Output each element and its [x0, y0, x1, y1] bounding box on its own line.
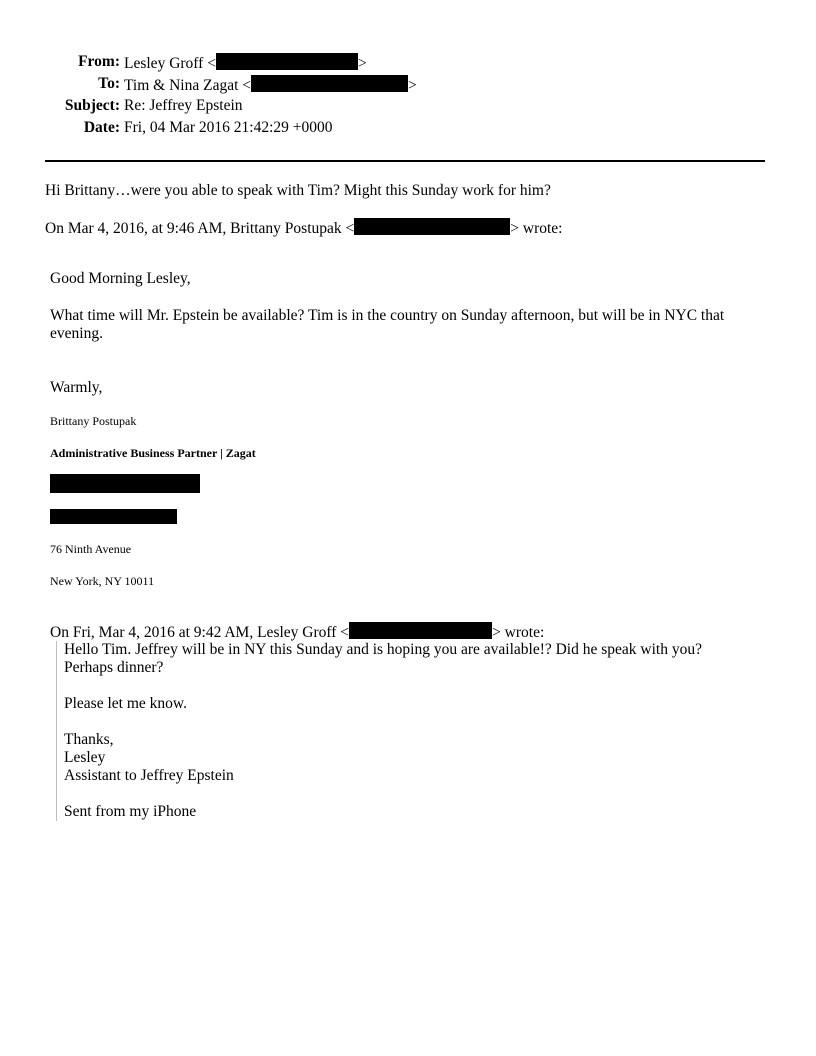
- signature-name: Brittany Postupak: [50, 414, 137, 428]
- to-name: Tim & Nina Zagat <: [124, 77, 251, 94]
- quoted2-ask: Please let me know.: [64, 695, 187, 712]
- from-name: Lesley Groff <: [124, 55, 216, 72]
- from-label: From:: [78, 53, 120, 70]
- redaction-bar: [216, 53, 358, 70]
- quoted2-sent-from: Sent from my iPhone: [64, 803, 197, 820]
- quoted1-body: What time will Mr. Epstein be available? Tim is in the country on Sunday afternoon, but will be in NYC that evening.: [50, 307, 725, 342]
- to-label: To:: [98, 75, 120, 92]
- redaction-bar: [251, 75, 408, 92]
- reply-body: Hi Brittany…were you able to speak with Tim? Might this Sunday work for him?: [45, 182, 551, 199]
- date-label: Date:: [83, 119, 120, 136]
- redaction-bar: [349, 622, 492, 639]
- signature-address-line1: 76 Ninth Avenue: [50, 542, 132, 556]
- quoted2-title: Assistant to Jeffrey Epstein: [64, 767, 234, 784]
- to-value: Tim & Nina Zagat < >: [124, 77, 417, 94]
- header-divider: [45, 160, 765, 162]
- quoted2-attribution: On Fri, Mar 4, 2016 at 9:42 AM, Lesley Groff < > wrote:: [50, 624, 545, 641]
- date-value: Fri, 04 Mar 2016 21:42:29 +0000: [124, 119, 333, 136]
- redaction-bar: [354, 218, 510, 235]
- quote-indent-bar: [56, 641, 57, 821]
- quoted2-body-line2: Perhaps dinner?: [64, 659, 164, 676]
- from-value: Lesley Groff < >: [124, 55, 367, 72]
- signature-address-line2: New York, NY 10011: [50, 574, 155, 588]
- redaction-bar: [50, 509, 177, 524]
- subject-label: Subject:: [64, 97, 120, 114]
- quoted2-body-line1: Hello Tim. Jeffrey will be in NY this Sunday and is hoping you are available!? Did he speak with you?: [64, 641, 702, 658]
- quoted2-thanks: Thanks,: [64, 731, 114, 748]
- redaction-bar: [50, 474, 200, 493]
- reply-attribution: On Mar 4, 2016, at 9:46 AM, Brittany Postupak < > wrote:: [45, 220, 563, 237]
- quoted1-closing: Warmly,: [50, 379, 103, 396]
- signature-title: Administrative Business Partner | Zagat: [50, 446, 256, 460]
- subject-value: Re: Jeffrey Epstein: [124, 97, 243, 114]
- quoted1-greeting: Good Morning Lesley,: [50, 270, 191, 287]
- quoted2-name: Lesley: [64, 749, 106, 766]
